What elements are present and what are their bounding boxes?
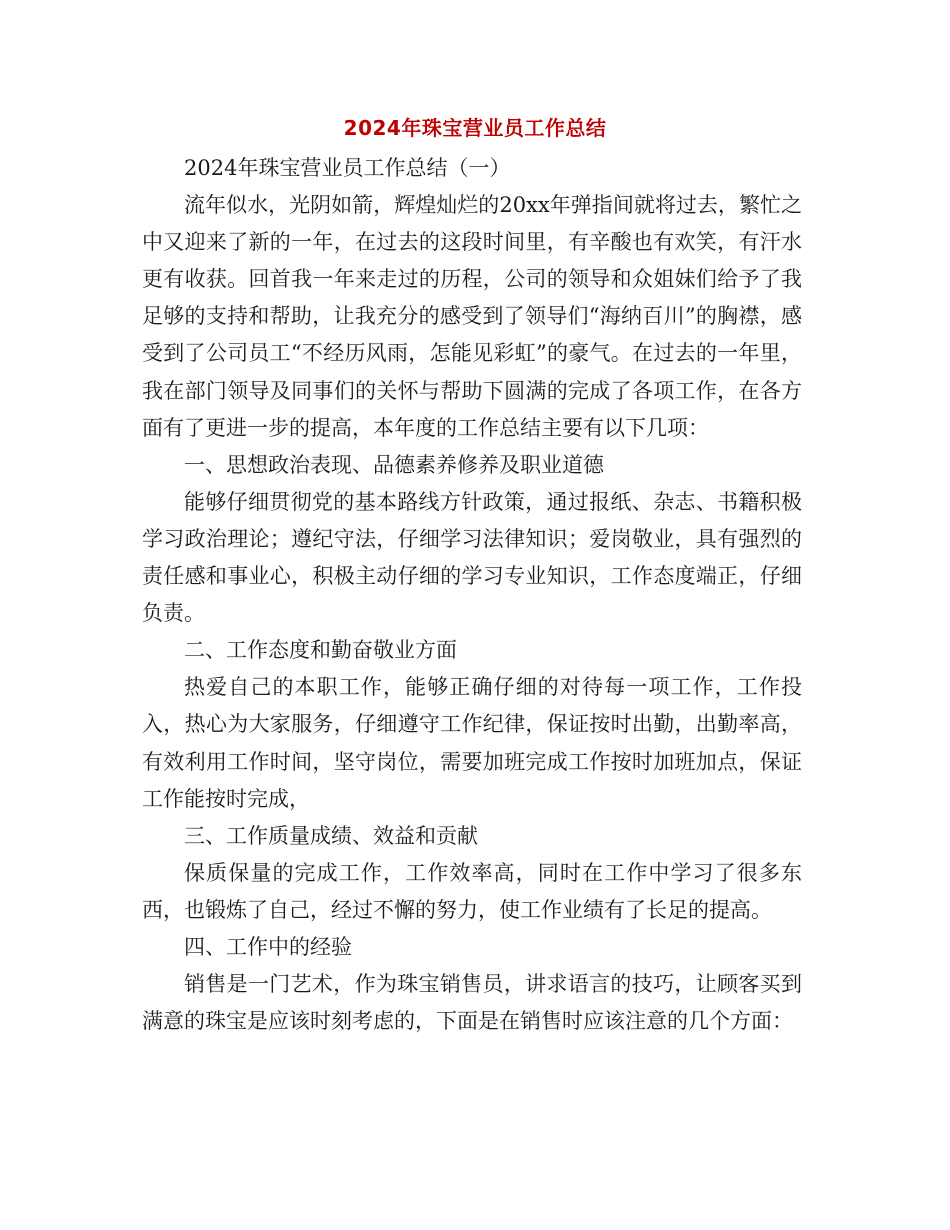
section-paragraph-1: 能够仔细贯彻党的基本路线方针政策，通过报纸、杂志、书籍积极学习政治理论；遵纪守法，仔细学习法律知识；爱岗敬业，具有强烈的责任感和事业心，积极主动仔细的学习专业知识，工作态度端正，仔细负责。 (142, 489, 802, 626)
section-heading-1: 一、思想政治表现、品德素养修养及职业道德 (184, 452, 604, 477)
section-subtitle: 2024年珠宝营业员工作总结（一） (184, 156, 511, 180)
page-title: 2024年珠宝营业员工作总结 (343, 116, 607, 140)
section-heading-4: 四、工作中的经验 (184, 934, 352, 959)
section-heading-3: 三、工作质量成绩、效益和贡献 (184, 823, 478, 848)
document-body (142, 150, 802, 1040)
section-heading-2: 二、工作态度和勤奋敬业方面 (184, 638, 457, 663)
section-paragraph-4: 销售是一门艺术，作为珠宝销售员，讲求语言的技巧，让顾客买到满意的珠宝是应该时刻考虑的，下面是在销售时应该注意的几个方面： (142, 972, 802, 1034)
section-paragraph-3: 保质保量的完成工作，工作效率高，同时在工作中学习了很多东西，也锻炼了自己，经过不懈的努力，使工作业绩有了长足的提高。 (142, 860, 802, 922)
intro-paragraph: 流年似水，光阴如箭，辉煌灿烂的20xx年弹指间就将过去，繁忙之中又迎来了新的一年，在过去的这段时间里，有辛酸也有欢笑，有汗水更有收获。回首我一年来走过的历程，公司的领导和众姐妹们给予了我足够的支持和帮助，让我充分的感受到了领导们“海纳百川”的胸襟，感受到了公司员工“不经历风雨，怎能见彩虹”的豪气。在过去的一年里，我在部门领导及同事们的关怀与帮助下圆满的完成了各项工作，在各方面有了更进一步的提高，本年度的工作总结主要有以下几项： (142, 193, 802, 440)
section-paragraph-2: 热爱自己的本职工作，能够正确仔细的对待每一项工作，工作投入，热心为大家服务，仔细遵守工作纪律，保证按时出勤，出勤率高，有效利用工作时间，坚守岗位，需要加班完成工作按时加班加点，保证工作能按时完成， (142, 675, 802, 811)
